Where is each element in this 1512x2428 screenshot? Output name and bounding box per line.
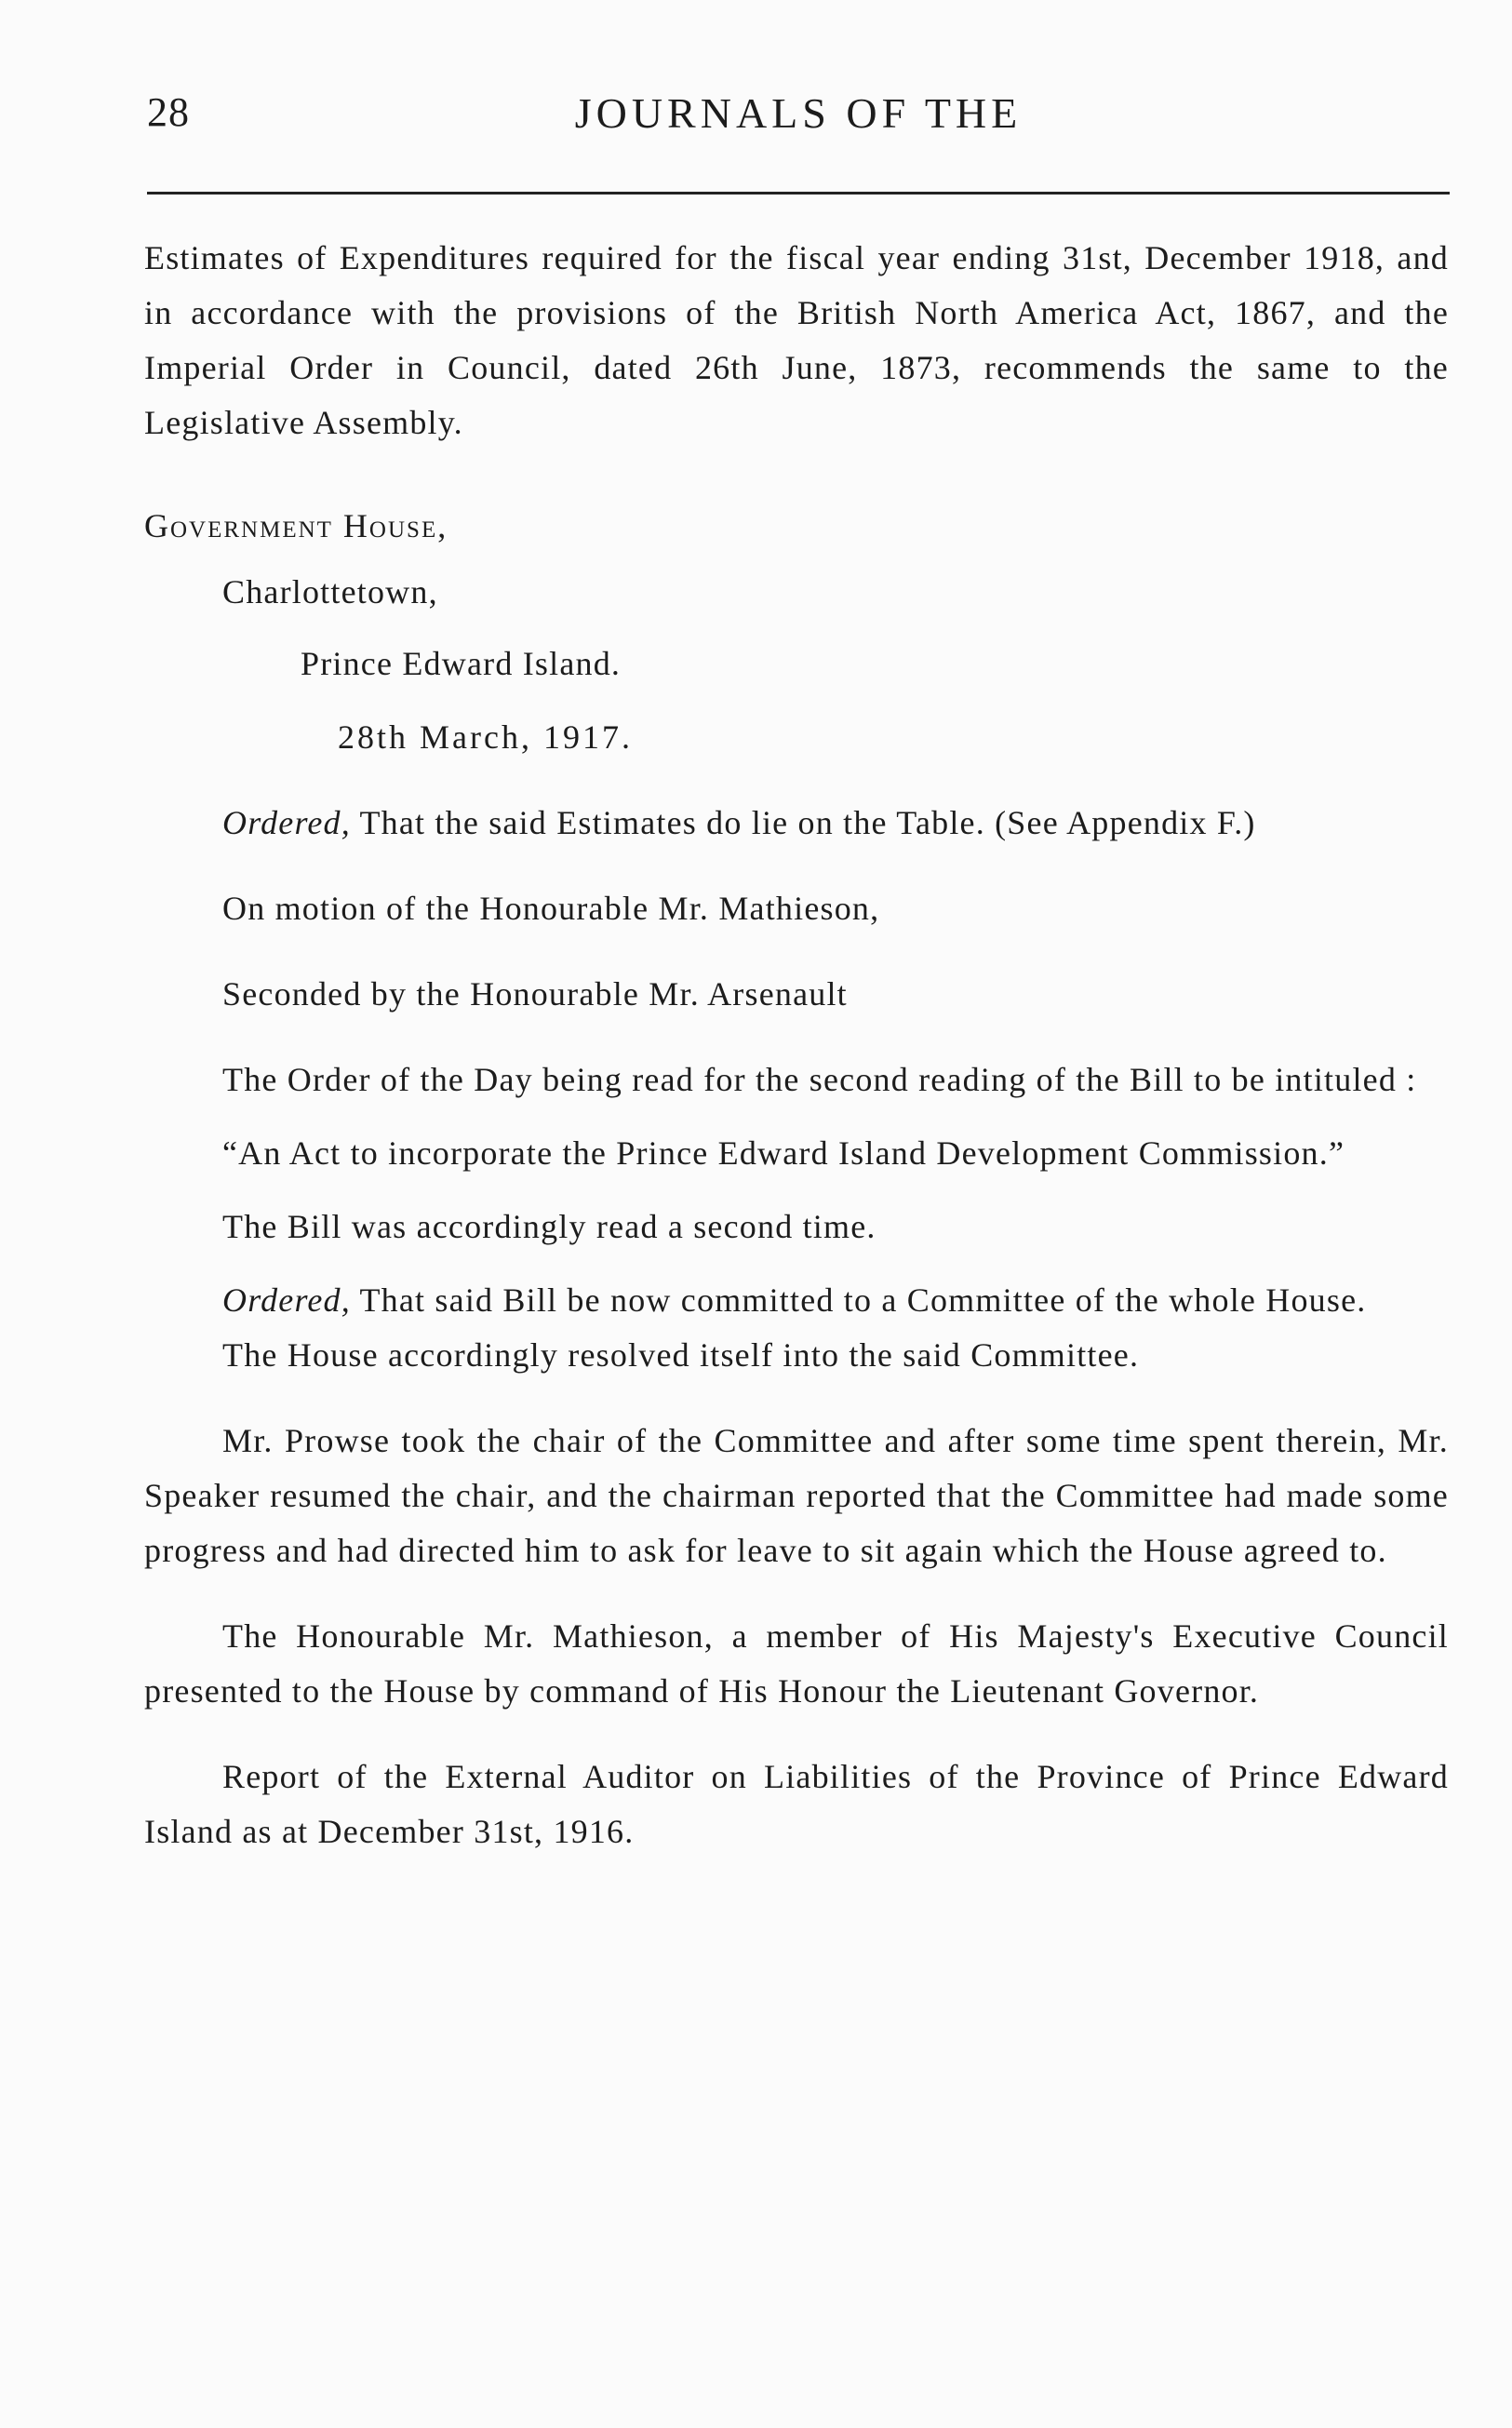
paragraph-second-reading: The Bill was accordingly read a second time. (222, 1208, 876, 1245)
ordered-estimates-text: That the said Estimates do lie on the Table. (See Appendix F.) (350, 804, 1256, 841)
page-body (144, 231, 1449, 1859)
paragraph-seconded: Seconded by the Honourable Mr. Arsenault (222, 975, 848, 1013)
page-header (147, 88, 1450, 144)
ordered-label: Ordered, (222, 804, 351, 841)
address-date: 28th March, 1917. (338, 718, 633, 756)
paragraph-prowse: Mr. Prowse took the chair of the Committee and after some time spent therein, Mr. Speaker resumed the chair, and the chairman reported that the Committee had made some progress and had directed him to ask for leave to sit again which the House agreed to. (144, 1422, 1449, 1569)
address-line-pei: Prince Edward Island. (301, 645, 622, 682)
paragraph-ordered-estimates (144, 796, 1449, 851)
address-line-government-house: Government House, (144, 507, 448, 544)
paragraph-committee-resolved: The House accordingly resolved itself into the said Committee. (222, 1336, 1140, 1374)
paragraph-auditor-report: Report of the External Auditor on Liabilities of the Province of Prince Edward Island as at December 31st, 1916. (144, 1758, 1449, 1850)
running-title: JOURNALS OF THE (574, 89, 1023, 137)
paragraph-order-of-day: The Order of the Day being read for the second reading of the Bill to be intituled : (222, 1061, 1417, 1098)
paragraph-ordered-committee (144, 1273, 1449, 1328)
page-number: 28 (147, 89, 190, 135)
paragraph-motion: On motion of the Honourable Mr. Mathieson, (222, 890, 880, 927)
header-rule (147, 192, 1450, 195)
ordered-committee-text: That said Bill be now committed to a Committee of the whole House. (350, 1281, 1367, 1319)
address-line-charlottetown: Charlottetown, (222, 573, 438, 610)
ordered-label-2: Ordered, (222, 1281, 351, 1319)
paragraph-estimates: Estimates of Expenditures required for the fiscal year ending 31st, December 1918, and in accordance with the provisions of the British North America Act, 1867, and the Imperial Order in Council, dated 26th June, 1873, recommends the same to the Legislative Assembly. (144, 239, 1449, 441)
paragraph-bill-title: “An Act to incorporate the Prince Edward Island Development Commission.” (222, 1134, 1345, 1172)
paragraph-mathieson-presented: The Honourable Mr. Mathieson, a member of His Majesty's Executive Council presented to the House by command of His Honour the Lieutenant Governor. (144, 1617, 1449, 1710)
